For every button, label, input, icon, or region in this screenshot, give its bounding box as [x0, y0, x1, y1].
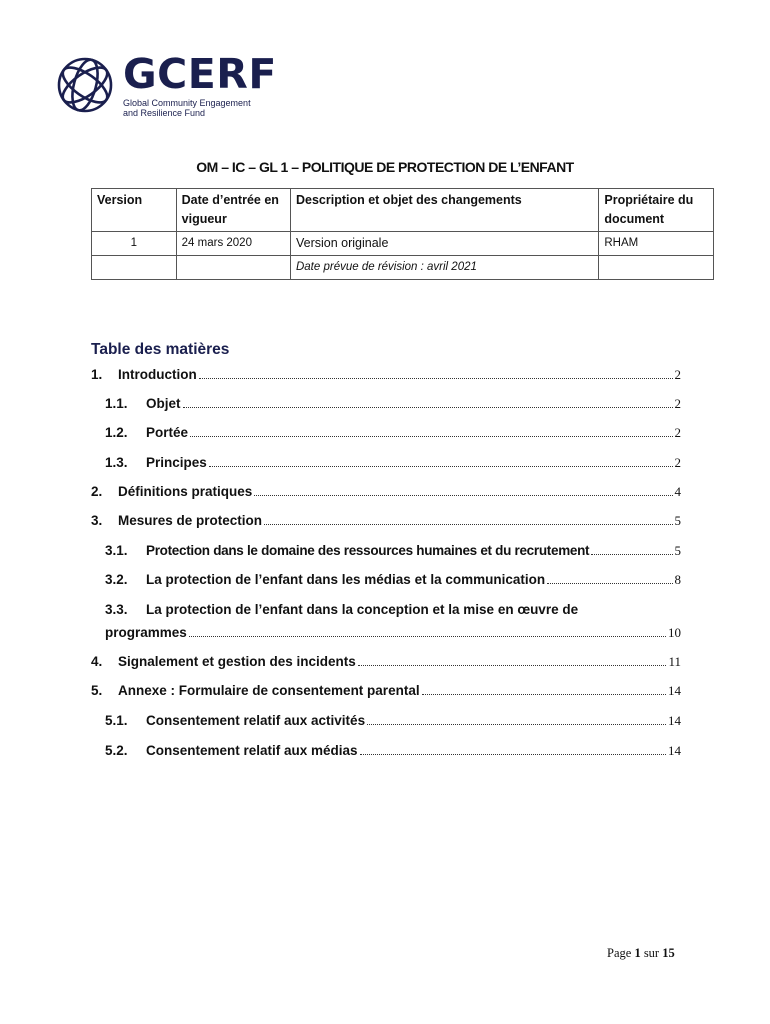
logo-subtitle: Global Community Engagement and Resilience Fund: [123, 98, 251, 118]
toc-entry-definitions[interactable]: 2. Définitions pratiques 4: [91, 484, 681, 499]
table-row: [92, 256, 714, 280]
version-table: [91, 188, 714, 280]
table-row: [92, 232, 714, 256]
cell-description: Date prévue de révision : avril 2021: [290, 256, 598, 280]
toc-entry-portee[interactable]: 1.2. Portée 2: [105, 425, 681, 440]
cell-version: [92, 256, 177, 280]
page-footer: Page 1 sur 15: [607, 946, 675, 960]
toc-entry-programmes-line2[interactable]: programmes 10: [105, 625, 681, 640]
toc-entry-mesures[interactable]: 3. Mesures de protection 5: [91, 513, 681, 528]
cell-version: 1: [92, 232, 177, 256]
toc-entry-consentement-medias[interactable]: 5.2. Consentement relatif aux médias 14: [105, 743, 681, 758]
cell-date: [176, 256, 290, 280]
gcerf-logo: [55, 52, 295, 122]
toc-entry-programmes-line1[interactable]: 3.3. La protection de l’enfant dans la conception et la mise en œuvre de: [105, 602, 579, 617]
logo-wordmark: GCERF: [123, 50, 277, 98]
cell-date: 24 mars 2020: [176, 232, 290, 256]
header-date: Date d’entrée en vigueur: [176, 189, 290, 232]
toc-entry-signalement[interactable]: 4. Signalement et gestion des incidents 11: [91, 654, 681, 669]
toc-heading: Table des matières: [91, 341, 230, 358]
document-title: OM – IC – GL 1 – POLITIQUE DE PROTECTION DE L’ENFANT: [196, 159, 574, 175]
toc-entry-consentement-activites[interactable]: 5.1. Consentement relatif aux activités 14: [105, 713, 681, 728]
cell-description: Version originale: [290, 232, 598, 256]
total-pages: 15: [662, 946, 675, 960]
toc-entry-annexe[interactable]: 5. Annexe : Formulaire de consentement parental 14: [91, 683, 681, 698]
globe-logo-icon: [55, 55, 115, 115]
toc-entry-medias[interactable]: 3.2. La protection de l’enfant dans les médias et la communication 8: [105, 572, 681, 587]
cell-owner: RHAM: [599, 232, 714, 256]
toc-entry-principes[interactable]: 1.3. Principes 2: [105, 455, 681, 470]
cell-owner: [599, 256, 714, 280]
header-version: Version: [92, 189, 177, 232]
header-owner: Propriétaire du document: [599, 189, 714, 232]
toc-entry-introduction[interactable]: 1. Introduction 2: [91, 367, 681, 382]
header-description: Description et objet des changements: [290, 189, 598, 232]
table-header-row: [92, 189, 714, 232]
current-page-number: 1: [634, 946, 641, 960]
toc-entry-ressources-humaines[interactable]: 3.1. Protection dans le domaine des ressources humaines et du recrutement 5: [105, 543, 681, 558]
toc-entry-objet[interactable]: 1.1. Objet 2: [105, 396, 681, 411]
